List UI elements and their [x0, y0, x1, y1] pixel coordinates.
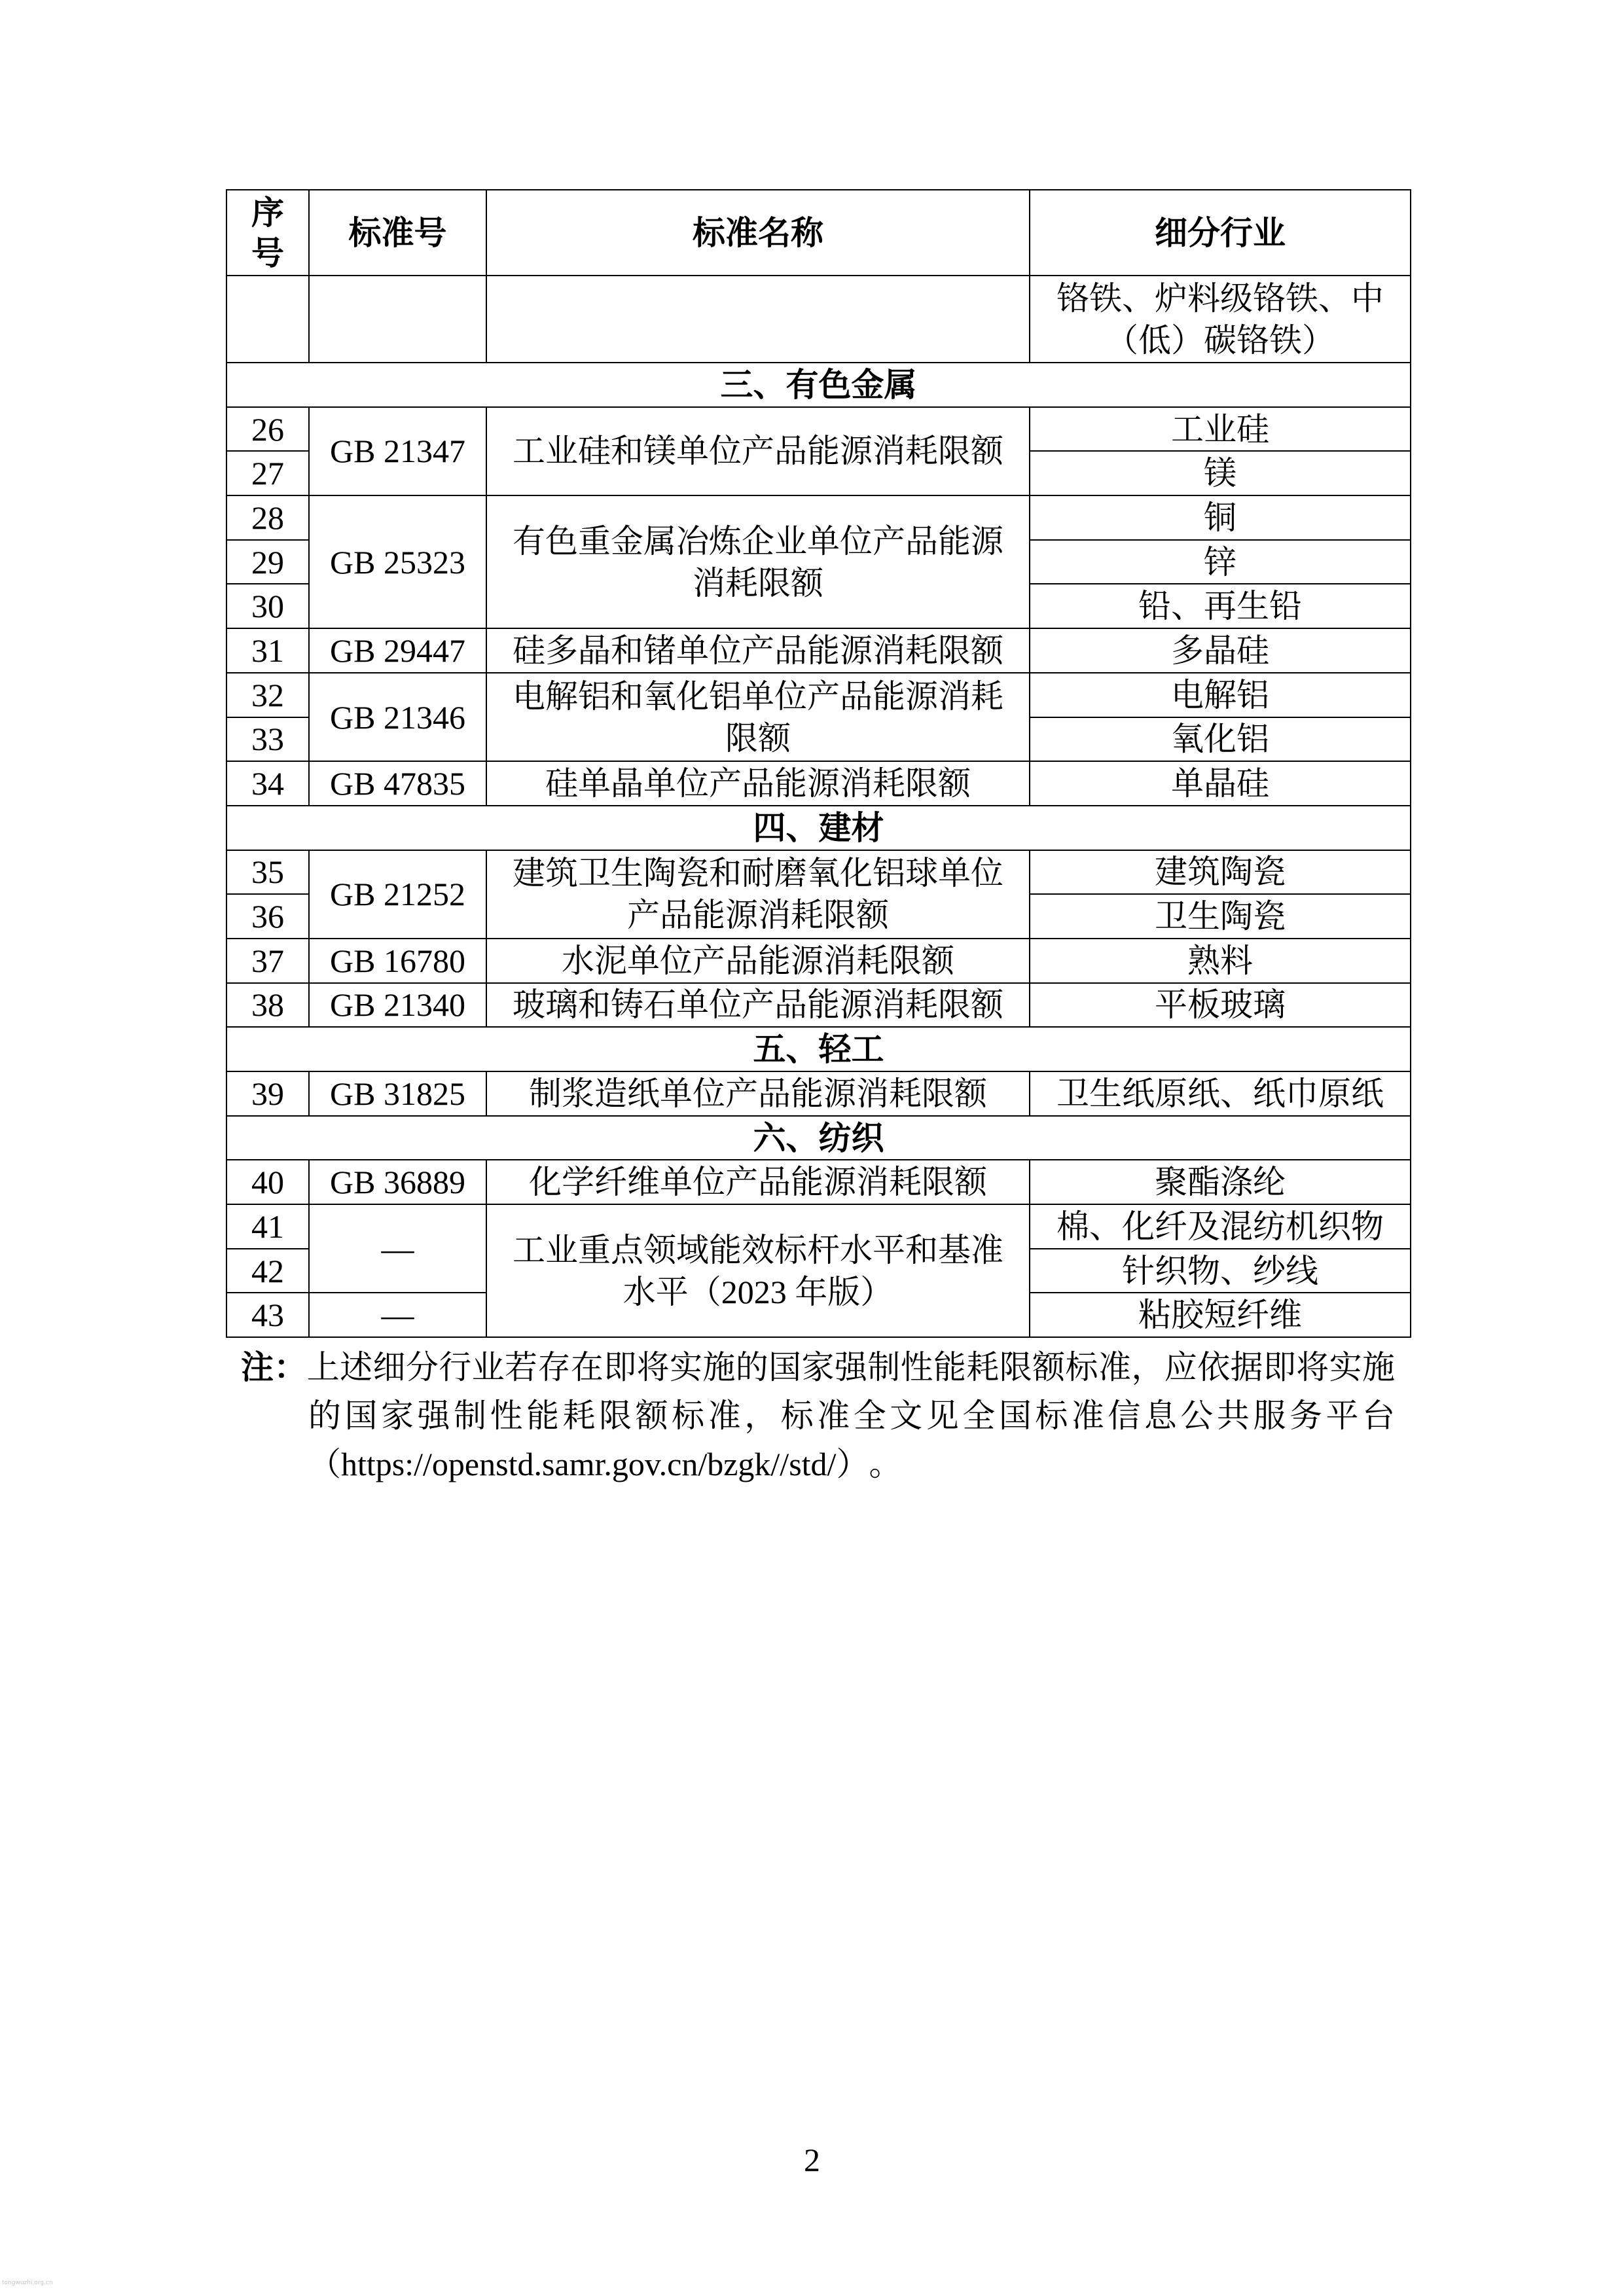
std-no-cell: GB 21347	[309, 407, 486, 495]
page-number: 2	[804, 2142, 820, 2178]
sub-industry-cell: 针织物、纱线	[1030, 1249, 1411, 1293]
standards-table	[226, 189, 1411, 1338]
seq-cell: 43	[226, 1293, 309, 1337]
table-row	[226, 939, 1411, 983]
seq-cell: 42	[226, 1249, 309, 1293]
table-row	[226, 1204, 1411, 1249]
std-no-cell: GB 25323	[309, 495, 486, 628]
sub-industry-cell: 铜	[1030, 495, 1411, 540]
header-std-no: 标准号	[309, 190, 486, 276]
table-row	[226, 495, 1411, 540]
seq-cell: 29	[226, 540, 309, 584]
seq-cell: 33	[226, 717, 309, 762]
footnote	[241, 1343, 1395, 1488]
std-no-cell: GB 21340	[309, 983, 486, 1028]
table-row	[226, 673, 1411, 717]
sub-industry-cell: 单晶硅	[1030, 761, 1411, 806]
table-row	[226, 407, 1411, 452]
sub-industry-cell: 镁	[1030, 451, 1411, 495]
table-row	[226, 983, 1411, 1028]
sub-industry-cell: 锌	[1030, 540, 1411, 584]
std-name-cell: 工业重点领域能效标杆水平和基准水平（2023 年版）	[486, 1204, 1030, 1337]
seq-cell: 40	[226, 1160, 309, 1204]
sub-industry-cell: 卫生陶瓷	[1030, 894, 1411, 939]
sub-industry-cell: 铅、再生铅	[1030, 584, 1411, 628]
sub-industry-cell: 电解铝	[1030, 673, 1411, 717]
std-name-cell: 化学纤维单位产品能源消耗限额	[486, 1160, 1030, 1204]
std-no-cell: GB 31825	[309, 1071, 486, 1116]
sub-industry-cell: 铬铁、炉料级铬铁、中（低）碳铬铁）	[1030, 276, 1411, 363]
footnote-label: 注：	[241, 1349, 307, 1386]
section-row	[226, 363, 1411, 407]
table-header-row	[226, 190, 1411, 276]
seq-cell: 35	[226, 850, 309, 895]
header-std-name: 标准名称	[486, 190, 1030, 276]
seq-cell: 32	[226, 673, 309, 717]
table-row	[226, 761, 1411, 806]
table-row	[226, 276, 1411, 363]
header-sub-industry: 细分行业	[1030, 190, 1411, 276]
std-no-cell: —	[309, 1293, 486, 1337]
seq-cell: 34	[226, 761, 309, 806]
seq-cell: 26	[226, 407, 309, 452]
sub-industry-cell: 聚酯涤纶	[1030, 1160, 1411, 1204]
std-name-cell: 有色重金属冶炼企业单位产品能源消耗限额	[486, 495, 1030, 628]
table-row	[226, 1071, 1411, 1116]
sub-industry-cell: 工业硅	[1030, 407, 1411, 452]
sub-industry-cell: 卫生纸原纸、纸巾原纸	[1030, 1071, 1411, 1116]
std-name-cell: 玻璃和铸石单位产品能源消耗限额	[486, 983, 1030, 1028]
std-name-cell: 电解铝和氧化铝单位产品能源消耗限额	[486, 673, 1030, 761]
std-no-cell: GB 21346	[309, 673, 486, 761]
std-name-cell: 硅多晶和锗单位产品能源消耗限额	[486, 628, 1030, 673]
sub-industry-cell: 棉、化纤及混纺机织物	[1030, 1204, 1411, 1249]
seq-cell: 31	[226, 628, 309, 673]
std-name-cell: 建筑卫生陶瓷和耐磨氧化铝球单位产品能源消耗限额	[486, 850, 1030, 939]
std-name-cell: 工业硅和镁单位产品能源消耗限额	[486, 407, 1030, 495]
section-title: 五、轻工	[226, 1027, 1411, 1071]
watermark: tongwuzhi.org.cn	[2, 2280, 53, 2286]
sub-industry-cell: 平板玻璃	[1030, 983, 1411, 1028]
std-no-cell: GB 36889	[309, 1160, 486, 1204]
section-title: 四、建材	[226, 806, 1411, 850]
sub-industry-cell: 粘胶短纤维	[1030, 1293, 1411, 1337]
seq-cell: 30	[226, 584, 309, 628]
std-name-cell	[486, 276, 1030, 363]
seq-cell: 36	[226, 894, 309, 939]
sub-industry-cell: 建筑陶瓷	[1030, 850, 1411, 895]
seq-cell: 37	[226, 939, 309, 983]
section-row	[226, 1116, 1411, 1160]
std-no-cell: GB 47835	[309, 761, 486, 806]
footnote-url: （https://openstd.samr.gov.cn/bzgk//std/）。	[308, 1446, 902, 1482]
header-seq-label: 序号	[251, 194, 284, 272]
seq-cell: 27	[226, 451, 309, 495]
header-seq	[226, 190, 309, 276]
sub-industry-cell: 多晶硅	[1030, 628, 1411, 673]
section-row	[226, 806, 1411, 850]
std-name-cell: 水泥单位产品能源消耗限额	[486, 939, 1030, 983]
section-title: 六、纺织	[226, 1116, 1411, 1160]
std-no-cell: GB 21252	[309, 850, 486, 939]
section-row	[226, 1027, 1411, 1071]
sub-industry-cell: 氧化铝	[1030, 717, 1411, 762]
table-row	[226, 1160, 1411, 1204]
table-row	[226, 628, 1411, 673]
std-no-cell: GB 16780	[309, 939, 486, 983]
sub-industry-cell: 熟料	[1030, 939, 1411, 983]
footnote-text: 上述细分行业若存在即将实施的国家强制性能耗限额标准，应依据即将实施的国家强制性能耗限额标准，标准全文见全国标准信息公共服务平台	[306, 1349, 1395, 1434]
seq-cell: 41	[226, 1204, 309, 1249]
seq-cell: 28	[226, 495, 309, 540]
section-title: 三、有色金属	[226, 363, 1411, 407]
std-name-cell: 制浆造纸单位产品能源消耗限额	[486, 1071, 1030, 1116]
table-row	[226, 850, 1411, 895]
std-no-cell: GB 29447	[309, 628, 486, 673]
seq-cell	[226, 276, 309, 363]
std-no-cell: —	[309, 1204, 486, 1293]
seq-cell: 39	[226, 1071, 309, 1116]
seq-cell: 38	[226, 983, 309, 1028]
std-no-cell	[309, 276, 486, 363]
std-name-cell: 硅单晶单位产品能源消耗限额	[486, 761, 1030, 806]
